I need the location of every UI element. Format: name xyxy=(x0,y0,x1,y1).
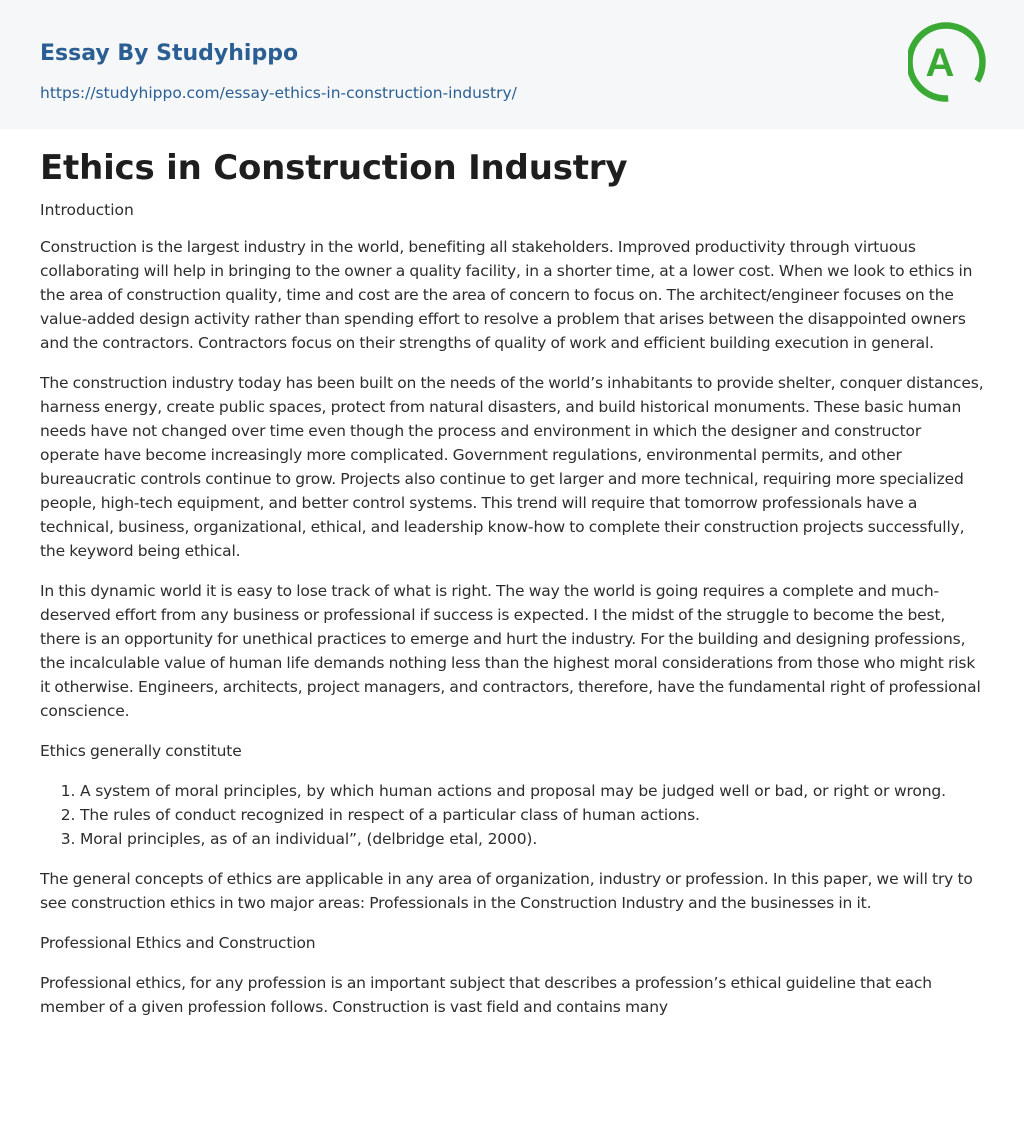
paragraph: Professional ethics, for any profession is an important subject that describes a profession’s ethical guideline that each member of a given profession follows. Construction is vast field and contains many xyxy=(40,974,932,1016)
ethics-definition-list xyxy=(40,779,984,851)
section-heading: Professional Ethics and Construction xyxy=(40,934,316,952)
paragraph: In this dynamic world it is easy to lose track of what is right. The way the world is going requires a complete and much-deserved effort from any business or professional if success is expected. I the midst of the struggle to become the best, there is an opportunity for unethical practices to emerge and hurt the industry. For the building and designing professions, the incalculable value of human life demands nothing less than the highest moral considerations from those who might risk it otherwise. Engineers, architects, project managers, and contractors, therefore, have the fundamental right of professional conscience. xyxy=(40,582,981,720)
list-item: 1. A system of moral principles, by which human actions and proposal may be judged well or bad, or right or wrong. xyxy=(80,779,984,803)
site-brand[interactable]: Essay By Studyhippo xyxy=(40,41,299,66)
studyhippo-logo-icon[interactable] xyxy=(908,18,988,106)
source-url-link[interactable]: https://studyhippo.com/essay-ethics-in-construction-industry/ xyxy=(40,84,517,102)
logo-letter: A xyxy=(925,41,955,85)
list-item: 3. Moral principles, as of an individual”, (delbridge etal, 2000). xyxy=(80,827,984,851)
list-item: 2. The rules of conduct recognized in respect of a particular class of human actions. xyxy=(80,803,984,827)
ethics-label: Ethics generally constitute xyxy=(40,742,242,760)
site-header xyxy=(0,0,1024,129)
paragraph: The general concepts of ethics are applicable in any area of organization, industry or profession. In this paper, we will try to see construction ethics in two major areas: Professionals in the Construction Industry and the businesses in it. xyxy=(40,870,973,912)
page-title: Ethics in Construction Industry xyxy=(40,148,628,188)
intro-heading: Introduction xyxy=(40,201,134,219)
essay-content xyxy=(40,146,984,1019)
paragraph: Construction is the largest industry in the world, benefiting all stakeholders. Improved productivity through virtuous collaborating will help in bringing to the owner a quality facility, in a shorter time, at a lower cost. When we look to ethics in the area of construction quality, time and cost are the area of concern to focus on. The architect/engineer focuses on the value-added design activity rather than spending effort to resolve a problem that arises between the disappointed owners and the contractors. Contractors focus on their strengths of quality of work and efficient building execution in general. xyxy=(40,238,973,352)
paragraph: The construction industry today has been built on the needs of the world’s inhabitants to provide shelter, conquer distances, harness energy, create public spaces, protect from natural disasters, and build historical monuments. These basic human needs have not changed over time even though the process and environment in which the designer and constructor operate have become increasingly more complicated. Government regulations, environmental permits, and other bureaucratic controls continue to grow. Projects also continue to get larger and more technical, requiring more specialized people, high-tech equipment, and better control systems. This trend will require that tomorrow professionals have a technical, business, organizational, ethical, and leadership know-how to complete their construction projects successfully, the keyword being ethical. xyxy=(40,374,984,560)
